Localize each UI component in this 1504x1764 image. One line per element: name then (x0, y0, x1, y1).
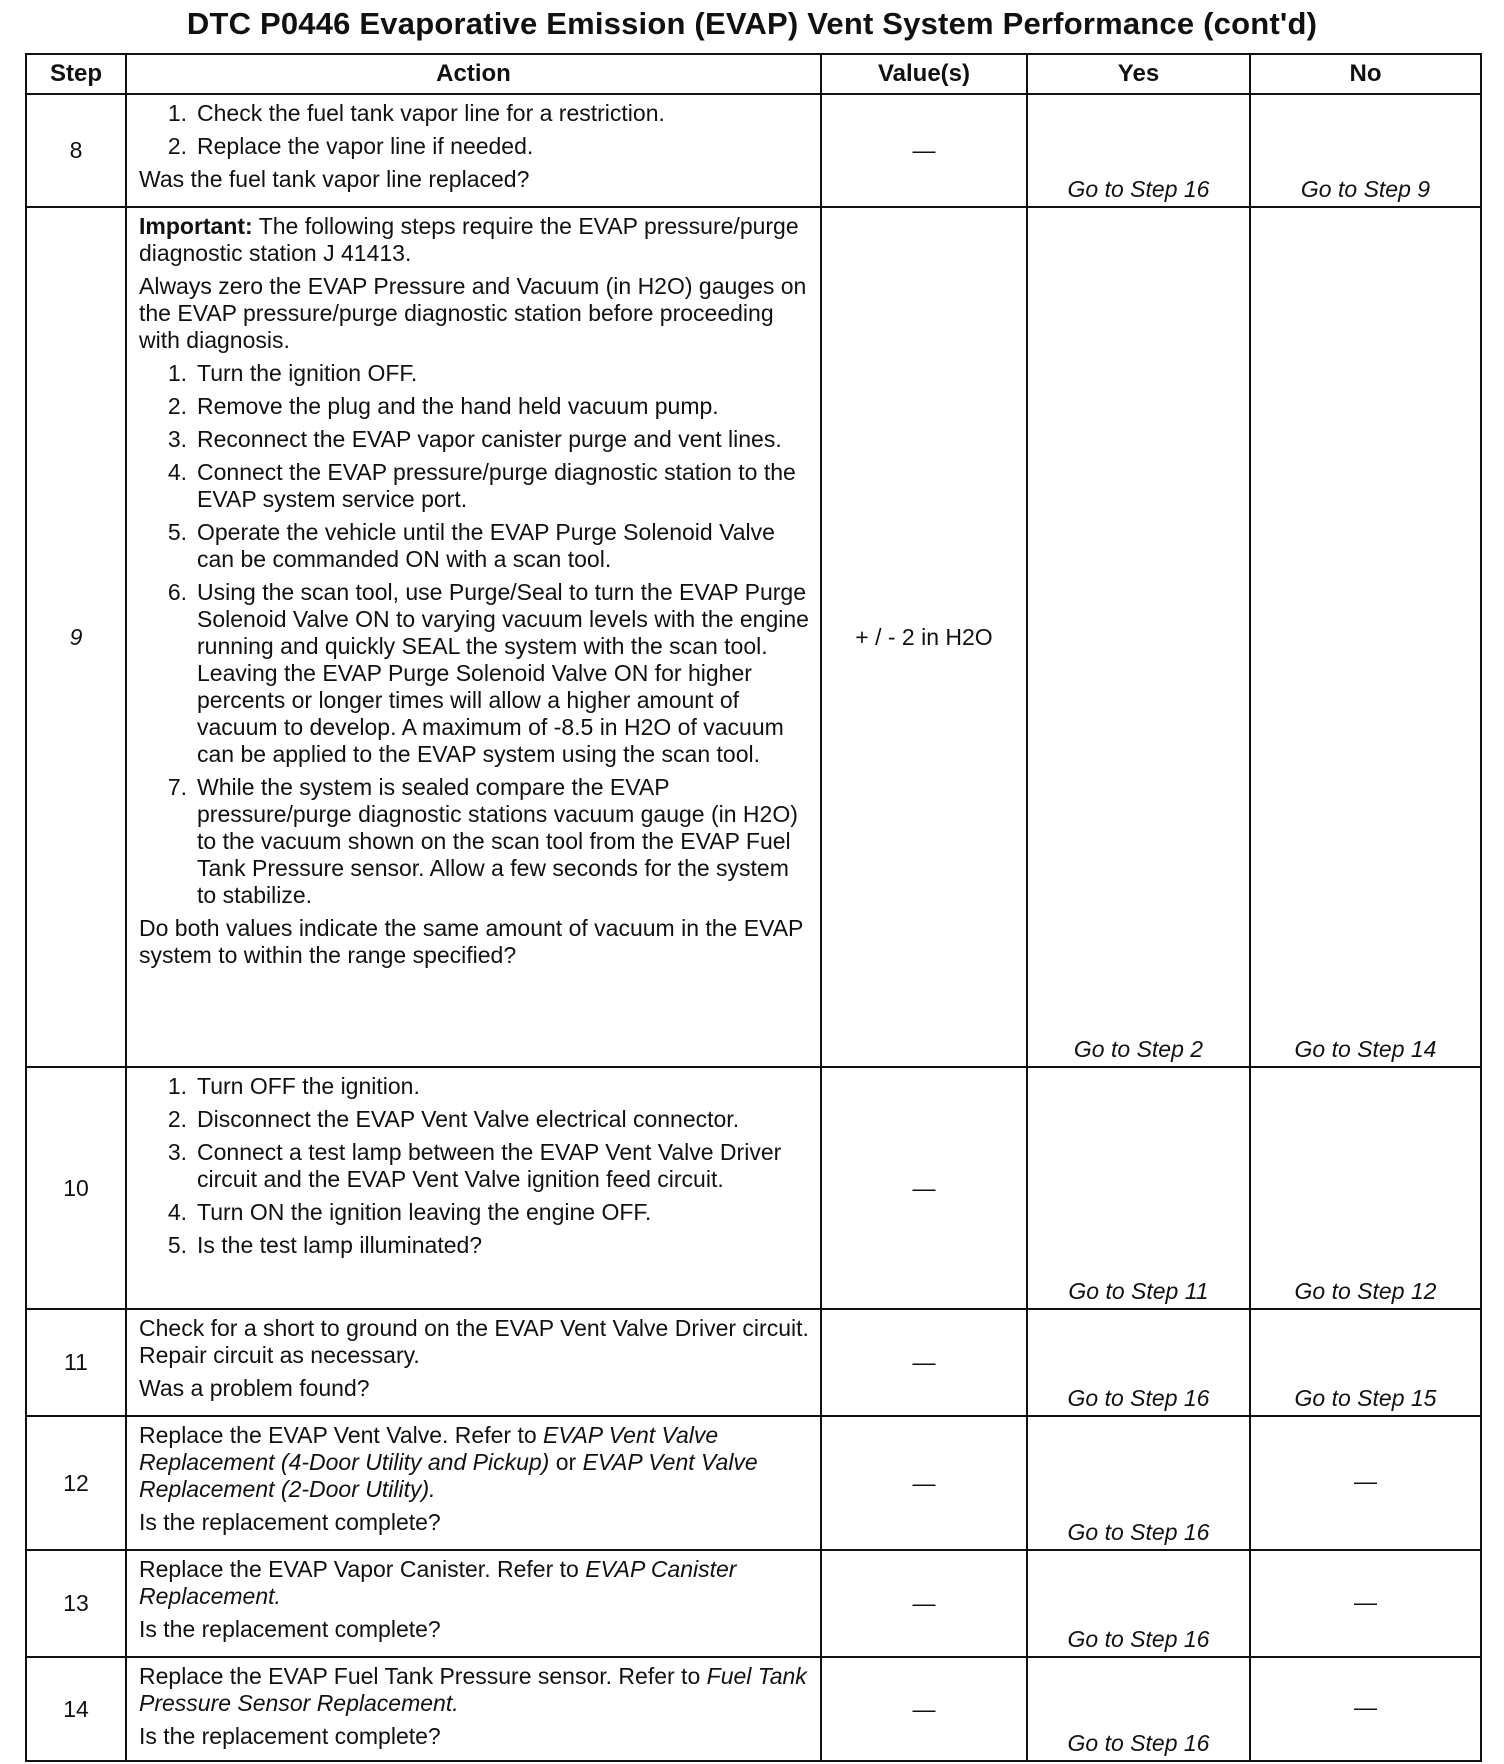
step-number: 9 (26, 207, 126, 1067)
value-cell (821, 94, 1027, 207)
step-number: 12 (26, 1416, 126, 1550)
value-cell (821, 1657, 1027, 1761)
action-step: 2. Remove the plug and the hand held vacuum pump. (167, 393, 719, 419)
action-step: 1. Turn the ignition OFF. (167, 360, 418, 386)
value-cell (821, 1309, 1027, 1416)
value-cell (821, 1416, 1027, 1550)
action-step: 5. Operate the vehicle until the EVAP Purge Solenoid Valve can be commanded ON with a scan tool. (167, 519, 775, 572)
action-cell (126, 1067, 821, 1309)
no-cell: — (1250, 1550, 1481, 1657)
no-cell: Go to Step 14 (1250, 207, 1481, 1067)
important-label: Important: (139, 213, 253, 239)
yes-cell: Go to Step 16 (1027, 94, 1250, 207)
table-row-step-8 (26, 94, 1481, 207)
action-step: 2. Replace the vapor line if needed. (167, 133, 534, 159)
value-text: — (912, 1349, 936, 1375)
action-text: Replace the EVAP Fuel Tank Pressure sensor. Refer to Fuel Tank Pressure Sensor Replacement. (139, 1663, 807, 1716)
action-question: Is the replacement complete? (139, 1616, 441, 1642)
value-text: — (912, 1590, 936, 1616)
action-question: Is the replacement complete? (139, 1723, 441, 1749)
reference-link: EVAP Vent Valve Replacement (4-Door Utility and Pickup) (139, 1422, 719, 1475)
no-cell: — (1250, 1416, 1481, 1550)
yes-cell: Go to Step 16 (1027, 1309, 1250, 1416)
step-number: 14 (26, 1657, 126, 1761)
value-cell (821, 1067, 1027, 1309)
action-question: Was a problem found? (139, 1375, 370, 1401)
no-cell: — (1250, 1657, 1481, 1761)
action-cell (126, 1550, 821, 1657)
value-text: — (912, 1469, 936, 1496)
action-cell (126, 207, 821, 1067)
reference-link: Fuel Tank Pressure Sensor Replacement. (139, 1663, 807, 1716)
action-cell (126, 1416, 821, 1550)
value-text: — (912, 137, 936, 163)
action-step: 1. Check the fuel tank vapor line for a restriction. (167, 100, 665, 126)
page-title: DTC P0446 Evaporative Emission (EVAP) Vent System Performance (cont'd) (186, 6, 1318, 41)
action-question: Was the fuel tank vapor line replaced? (139, 166, 530, 192)
action-step: 7. While the system is sealed compare the EVAP pressure/purge diagnostic stations vacuum gauge (in H2O) to the vacuum shown on the scan tool from the EVAP Fuel Tank Pressure sensor. Allow a few seconds for the system to stabilize. (167, 774, 798, 908)
yes-cell: Go to Step 16 (1027, 1657, 1250, 1761)
action-step: 4. Connect the EVAP pressure/purge diagnostic station to the EVAP system service port. (167, 459, 796, 512)
table-row-step-13 (26, 1550, 1481, 1657)
important-text: The following steps require the EVAP pressure/purge diagnostic station J 41413. (139, 213, 799, 266)
action-cell (126, 94, 821, 207)
action-step: 5. Is the test lamp illuminated? (167, 1232, 483, 1258)
value-cell (821, 1550, 1027, 1657)
action-cell (126, 1657, 821, 1761)
header-yes: Yes (1027, 54, 1250, 94)
step-number: 10 (26, 1067, 126, 1309)
important-note (139, 213, 812, 267)
table-row-step-9 (26, 207, 1481, 1067)
action-steps (139, 360, 812, 909)
action-step: 6. Using the scan tool, use Purge/Seal to turn the EVAP Purge Solenoid Valve ON to varying vacuum levels with the engine running and quickly SEAL the system with the scan tool. Leaving the EVAP Purge Solenoid Valve ON for higher percents or longer times will allow a higher amount of vacuum to develop. A maximum of -8.5 in H2O of vacuum can be applied to the EVAP system using the scan tool. (167, 579, 809, 767)
action-step: 3. Reconnect the EVAP vapor canister purge and vent lines. (167, 426, 782, 452)
action-cell (126, 1309, 821, 1416)
header-step: Step (26, 54, 126, 94)
action-step: 4. Turn ON the ignition leaving the engine OFF. (167, 1199, 652, 1225)
value-text: — (912, 1695, 936, 1722)
table-row-step-10 (26, 1067, 1481, 1309)
action-text: Replace the EVAP Vapor Canister. Refer to EVAP Canister Replacement. (139, 1556, 737, 1609)
step-number: 13 (26, 1550, 126, 1657)
value-cell (821, 207, 1027, 1067)
table-row-step-11 (26, 1309, 1481, 1416)
action-step: 1. Turn OFF the ignition. (167, 1073, 420, 1099)
step-number: 11 (26, 1309, 126, 1416)
yes-cell: Go to Step 16 (1027, 1416, 1250, 1550)
yes-cell: Go to Step 11 (1027, 1067, 1250, 1309)
table-row-step-12 (26, 1416, 1481, 1550)
action-question: Do both values indicate the same amount of vacuum in the EVAP system to within the range specified? (139, 915, 803, 968)
reference-link: EVAP Vent Valve Replacement (2-Door Utility). (139, 1449, 758, 1502)
action-steps (139, 1073, 812, 1259)
action-question: Is the replacement complete? (139, 1509, 441, 1535)
reference-link: EVAP Canister Replacement. (139, 1556, 737, 1609)
value-text: + / - 2 in H2O (855, 623, 993, 650)
diagnostic-table (25, 53, 1482, 1762)
header-no: No (1250, 54, 1481, 94)
action-text: Replace the EVAP Vent Valve. Refer to EVAP Vent Valve Replacement (4-Door Utility and Pickup) or EVAP Vent Valve Replacement (2-Door Utility). (139, 1422, 758, 1502)
header-action: Action (126, 54, 821, 94)
action-step: 3. Connect a test lamp between the EVAP Vent Valve Driver circuit and the EVAP Vent Valve ignition feed circuit. (167, 1139, 782, 1192)
action-steps (139, 100, 812, 160)
value-text: — (912, 1174, 936, 1201)
zero-gauges-note: Always zero the EVAP Pressure and Vacuum (in H2O) gauges on the EVAP pressure/purge diagnostic station before proceeding with diagnosis. (139, 273, 807, 353)
no-cell: Go to Step 9 (1250, 94, 1481, 207)
action-text: Check for a short to ground on the EVAP Vent Valve Driver circuit. Repair circuit as necessary. (139, 1315, 809, 1368)
yes-cell: Go to Step 2 (1027, 207, 1250, 1067)
no-cell: Go to Step 12 (1250, 1067, 1481, 1309)
header-values: Value(s) (821, 54, 1027, 94)
header-row (26, 54, 1481, 94)
step-number: 8 (26, 94, 126, 207)
yes-cell: Go to Step 16 (1027, 1550, 1250, 1657)
no-cell: Go to Step 15 (1250, 1309, 1481, 1416)
action-step: 2. Disconnect the EVAP Vent Valve electrical connector. (167, 1106, 740, 1132)
table-row-step-14 (26, 1657, 1481, 1761)
